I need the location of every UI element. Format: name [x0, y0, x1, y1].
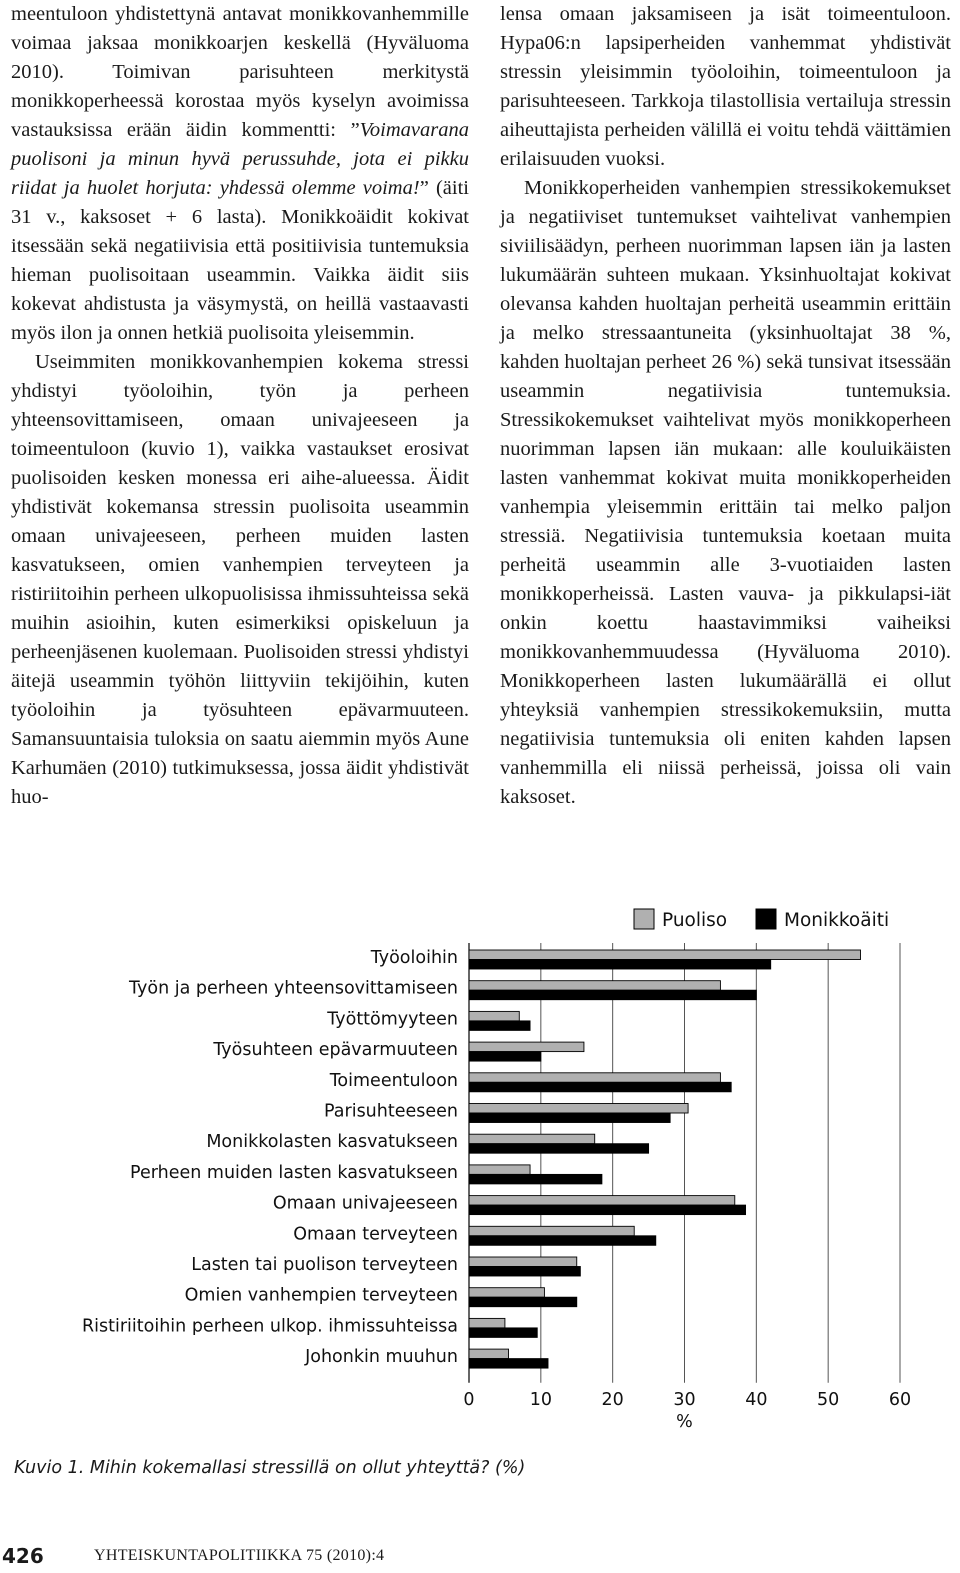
x-tick-label: 40 [745, 1389, 768, 1410]
category-label: Perheen muiden lasten kasvatukseen [130, 1162, 458, 1183]
x-tick-label: 10 [529, 1389, 552, 1410]
bar-monikkoaiti [469, 1113, 670, 1123]
category-label: Omaan univajeeseen [272, 1193, 458, 1214]
legend-swatch [756, 909, 776, 929]
bar-puoliso [469, 1104, 688, 1114]
figure-caption: Kuvio 1. Mihin kokemallasi stressillä on ollut yhteyttä? (%) [14, 1458, 526, 1478]
category-label: Työn ja perheen yhteensovittamiseen [129, 978, 458, 999]
right-text-column [500, 0, 951, 812]
bar-puoliso [469, 1226, 634, 1236]
bar-puoliso [469, 1134, 595, 1144]
category-label: Lasten tai puolison terveyteen [191, 1255, 458, 1275]
x-tick-label: 50 [817, 1389, 840, 1410]
bar-monikkoaiti [469, 1021, 530, 1031]
journal-title: YHTEISKUNTAPOLITIIKKA 75 (2010):4 [94, 1547, 385, 1564]
category-label: Ristiriitoihin perheen ulkop. ihmissuhteissa [82, 1316, 458, 1337]
x-tick-label: 0 [463, 1389, 475, 1410]
category-label: Työoloihin [370, 948, 458, 968]
paragraph [11, 0, 469, 348]
quote-text: Voimavarana puolisoni ja minun hyvä perussuhde, jota ei pikku riidat ja huolet horjuta: yhdessä olemme voima! [11, 119, 469, 199]
bar-puoliso [469, 1011, 519, 1021]
category-label: Parisuhteeseen [324, 1101, 458, 1122]
category-label: Omaan terveyteen [293, 1224, 458, 1245]
paragraph: Useimmiten monikkovanhempien kokema stressi yhdistyi työoloihin, työn ja perheen yhteensovittamiseen, omaan univajeeseen ja toimeentuloon (kuvio 1), vaikka vastaukset erosivat puolisoiden kesken monessa eri aihe-alueessa. Äidit yhdistivät kokemansa stressin puolisoita useammin omaan univajeeseen, perheen muiden lasten kasvatukseen, omien vanhempien terveyteen ja ristiriitoihin perheen ulkopuolisissa ihmissuhteissa sekä muihin asioihin, kuten esimerkiksi opiskeluun ja perheenjäsenen kuolemaan. Puolisoiden stressi yhdistyi äitejä useammin työhön liittyviin tekijöihin, kuten työoloihin ja työsuhteen epävarmuuteen. Samansuuntaisia tuloksia on saatu aiemmin myös Aune Karhumäen (2010) tutkimuksessa, jossa äidit yhdistivät huo- [11, 351, 469, 808]
bar-monikkoaiti [469, 1052, 541, 1062]
category-label: Toimeentuloon [329, 1070, 458, 1091]
left-text-column [11, 0, 469, 812]
category-label: Monikkolasten kasvatukseen [206, 1132, 458, 1153]
category-label: Työttömyyteen [327, 1009, 458, 1030]
bar-monikkoaiti [469, 960, 771, 970]
bar-monikkoaiti [469, 1328, 537, 1338]
bar-puoliso [469, 1073, 720, 1083]
x-tick-label: 60 [888, 1389, 912, 1410]
legend-label: Puoliso [662, 910, 728, 931]
stress-bar-chart [0, 895, 960, 1432]
category-label: Johonkin muuhun [305, 1347, 458, 1368]
paragraph-text: meentuloon yhdistettynä antavat monikkovanhemmille voimaa jaksaa monikkoarjen keskellä (Hyväluoma 2010). Toimivan parisuhteen merkitystä monikkoperheessä korostaa myös kyselyn avoimissa vastauksissa erään äidin kommentti: ” [11, 3, 469, 141]
bar-monikkoaiti [469, 1205, 746, 1215]
category-label: Omien vanhempien terveyteen [184, 1285, 458, 1306]
bar-puoliso [469, 981, 720, 991]
x-tick-label: 20 [601, 1389, 624, 1410]
bar-puoliso [469, 1257, 577, 1267]
bar-monikkoaiti [469, 1359, 548, 1369]
legend-label: Monikkoäiti [784, 910, 890, 931]
bar-puoliso [469, 1165, 530, 1175]
legend-swatch [634, 909, 654, 929]
bar-monikkoaiti [469, 1082, 731, 1092]
bar-monikkoaiti [469, 1236, 656, 1246]
bar-puoliso [469, 1349, 509, 1359]
x-axis-label: % [676, 1411, 693, 1432]
bar-monikkoaiti [469, 1267, 580, 1277]
category-label: Työsuhteen epävarmuuteen [213, 1040, 458, 1061]
bar-puoliso [469, 1318, 505, 1328]
bar-puoliso [469, 950, 860, 960]
bar-puoliso [469, 1042, 584, 1052]
page-number: 426 [2, 1544, 44, 1568]
paragraph: lensa omaan jaksamiseen ja isät toimeentuloon. Hypa06:n lapsiperheiden vanhemmat yhdistivät stressin yleisimmin työoloihin, toimeentuloon ja parisuhteeseen. Tarkkoja tilastollisia vertailuja stressin aiheuttajista perheiden välillä ei voitu tehdä väittämien erilaisuuden vuoksi. [500, 3, 951, 170]
x-tick-label: 30 [673, 1389, 696, 1410]
bar-monikkoaiti [469, 990, 756, 1000]
bar-puoliso [469, 1196, 735, 1206]
bar-monikkoaiti [469, 1174, 602, 1184]
bar-puoliso [469, 1288, 544, 1298]
paragraph: Monikkoperheiden vanhempien stressikokemukset ja negatiiviset tuntemukset vaihtelivat vanhempien siviilisäädyn, perheen nuorimman lapsen iän ja lasten lukumäärän suhteen mukaan. Yksinhuoltajat kokivat olevansa kahden huoltajan perheitä useammin erittäin ja melko stressaantuneita (yksinhuoltajat 38 %, kahden huoltajan perheet 26 %) sekä tunsivat itsessään useammin negatiivisia tuntemuksia. Stressikokemukset vaihtelivat myös monikkoperheen nuorimman lapsen iän mukaan: alle kouluikäisten lasten vanhemmat kokivat muita monikkoperheiden vanhempia yleisemmin erittäin tai melko paljon stressiä. Negatiivisia tuntemuksia koetaan muita perheitä useammin alle 3-vuotiaiden lasten monikkoperheissä. Lasten vauva- ja pikkulapsi-iät onkin koettu haastavimmiksi vaiheiksi monikkovanhemmuudessa (Hyväluoma 2010). Monikkoperheen lasten lukumäärällä ei ollut yhteyksiä vanhempien stressikokemuksiin, mutta negatiivisia tuntemuksia oli eniten kahden lapsen vanhemmilla eli niissä perheissä, joissa oli vain kaksoset. [500, 177, 951, 808]
bar-monikkoaiti [469, 1297, 577, 1307]
paragraph-text: ” (äiti 31 v., kaksoset + 6 lasta). Monikkoäidit kokivat itsessään sekä negatiivisia että positiivisia tuntemuksia hieman puolisoitaan useammin. Vaikka äidit siis kokevat ahdistusta ja väsymystä, on heillä vastaavasti myös ilon ja onnen hetkiä puolisoita yleisemmin. [11, 177, 469, 344]
bar-monikkoaiti [469, 1144, 649, 1154]
